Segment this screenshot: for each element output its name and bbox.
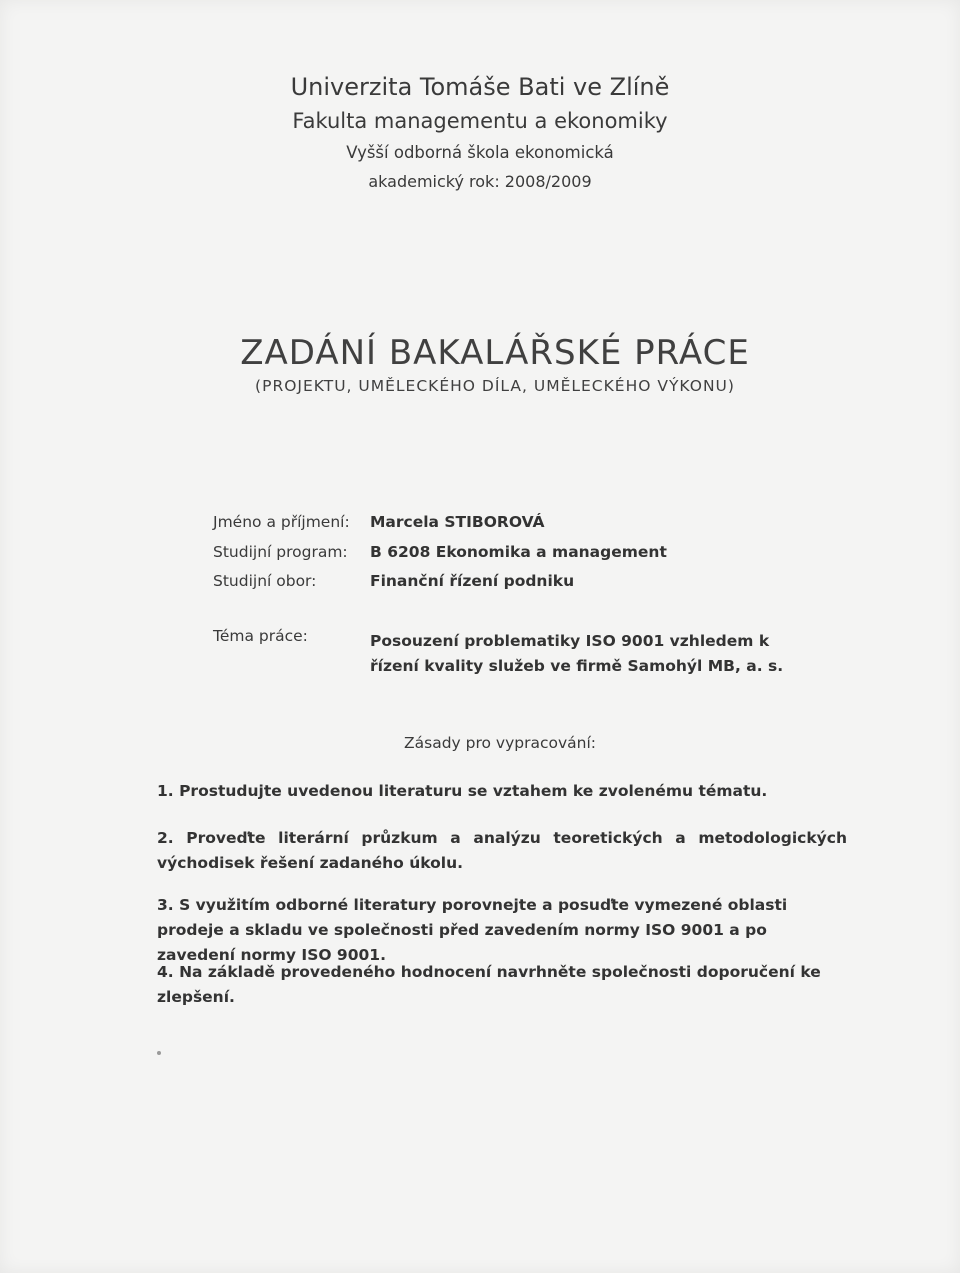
principle-item-4: 4. Na základě provedeného hodnocení navrhněte společnosti doporučení ke zlepšení. — [157, 963, 821, 1006]
faculty-name: Fakulta managementu a ekonomiky — [292, 109, 668, 133]
document-title: ZADÁNÍ BAKALÁŘSKÉ PRÁCE — [240, 333, 750, 373]
document-subtitle: (PROJEKTU, UMĚLECKÉHO DÍLA, UMĚLECKÉHO VÝKONU) — [255, 377, 735, 395]
name-value: Marcela STIBOROVÁ — [370, 513, 545, 531]
topic-value: Posouzení problematiky ISO 9001 vzhledem k řízení kvality služeb ve firmě Samohýl MB, a. s. — [370, 632, 784, 675]
university-name: Univerzita Tomáše Bati ve Zlíně — [290, 73, 670, 101]
study-field-value: Finanční řízení podniku — [370, 572, 575, 590]
principle-item-2: 2. Proveďte literární průzkum a analýzu teoretických a metodologických východisek řešení zadaného úkolu. — [157, 829, 847, 872]
study-program-label: Studijní program: — [213, 543, 348, 561]
principles-heading: Zásady pro vypracování: — [404, 734, 596, 752]
academic-year: akademický rok: 2008/2009 — [368, 172, 592, 191]
school-name: Vyšší odborná škola ekonomická — [346, 143, 614, 162]
study-program-value: B 6208 Ekonomika a management — [370, 543, 667, 561]
principle-item-1: 1. Prostudujte uvedenou literaturu se vztahem ke zvolenému tématu. — [157, 782, 768, 800]
principle-item-3: 3. S využitím odborné literatury porovnejte a posuďte vymezené oblasti prodeje a skladu ve společnosti před zavedením normy ISO 9001 a po zavedení normy ISO 9001. — [157, 896, 788, 964]
topic-label: Téma práce: — [213, 627, 308, 645]
study-field-label: Studijní obor: — [213, 572, 317, 590]
name-label: Jméno a příjmení: — [213, 513, 350, 531]
scan-speck — [157, 1051, 161, 1055]
